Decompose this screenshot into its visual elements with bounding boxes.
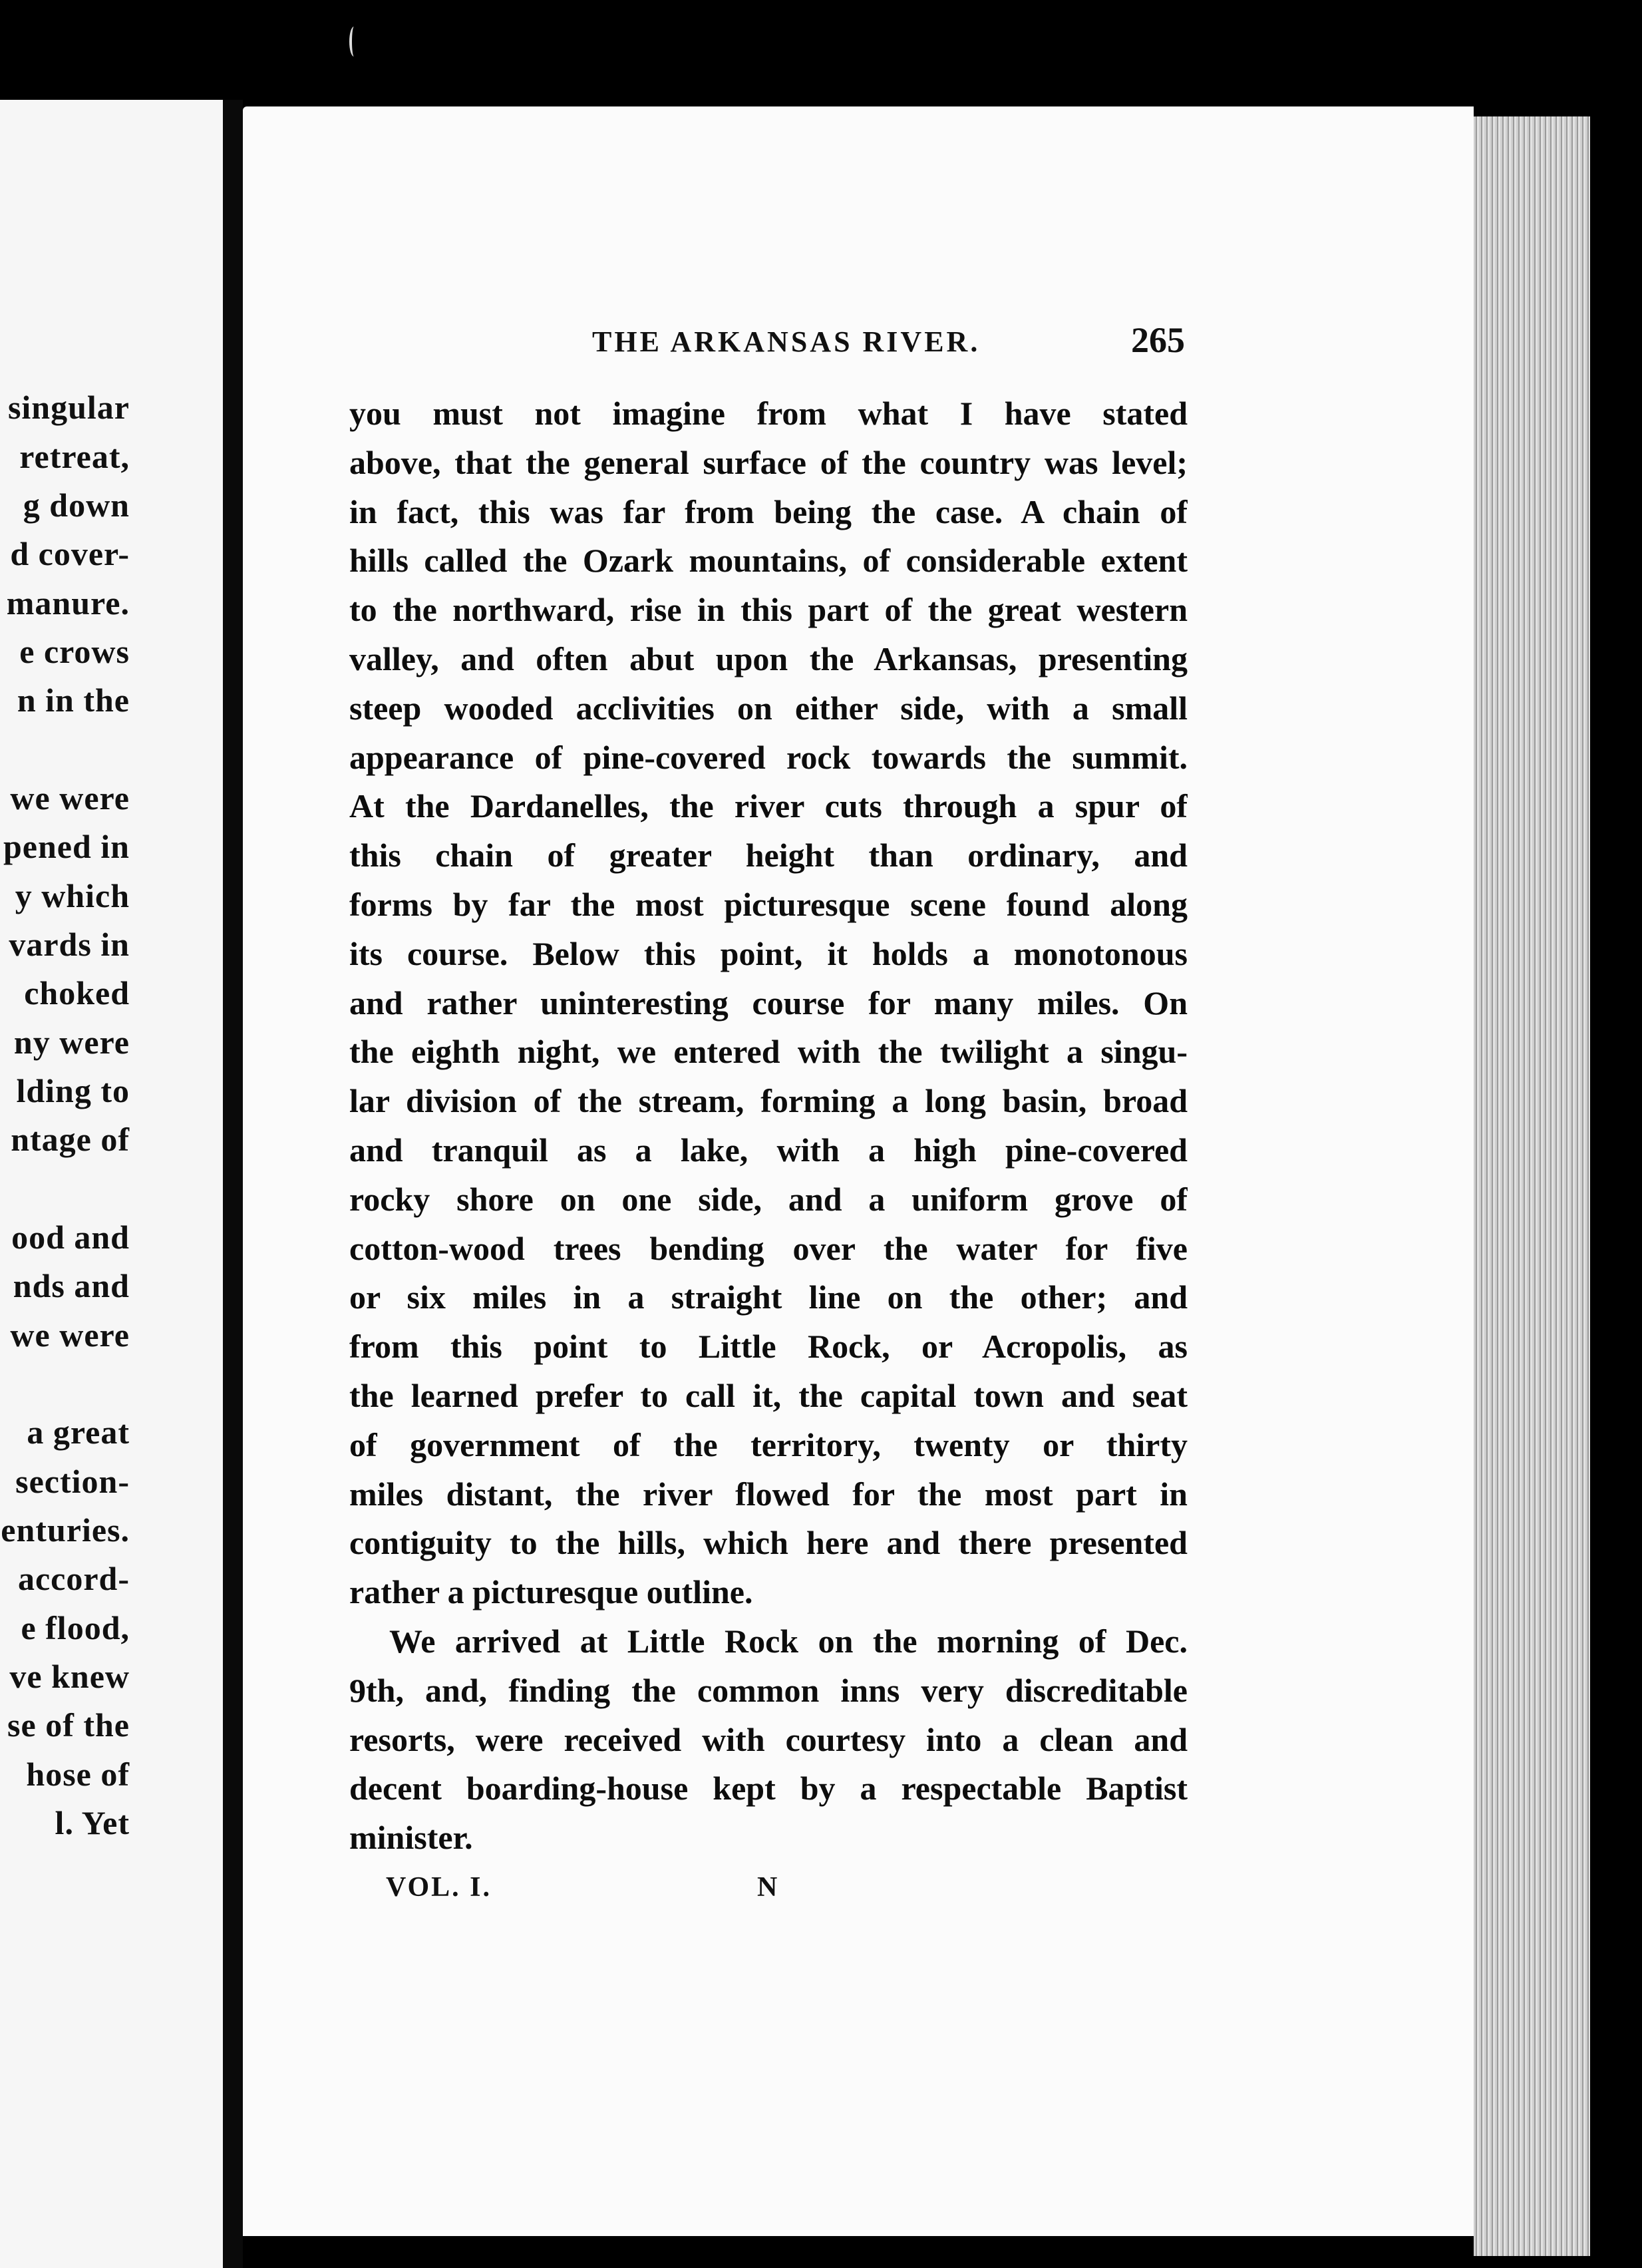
text-line: and tranquil as a lake, with a high pine-covered — [349, 1131, 1188, 1169]
text-line: rather a picturesque outline. — [349, 1573, 753, 1611]
text-line: to the northward, rise in this part of the great western — [349, 591, 1188, 629]
scan-artifact — [349, 27, 359, 57]
left-page-line: lding to — [16, 1072, 130, 1109]
text-line: minister. — [349, 1819, 473, 1857]
text-line: We arrived at Little Rock on the morning of Dec. — [389, 1622, 1188, 1660]
text-line: the learned prefer to call it, the capital town and seat — [349, 1376, 1188, 1414]
text-line: or six miles in a straight line on the other; and — [349, 1278, 1188, 1316]
left-page-line: ny were — [13, 1024, 130, 1061]
text-line: from this point to Little Rock, or Acropolis, as — [349, 1328, 1188, 1366]
left-page-line: pened in — [3, 828, 130, 865]
text-line: miles distant, the river flowed for the most part in — [349, 1475, 1188, 1513]
left-page-line: ood and — [11, 1219, 130, 1256]
text-line: 9th, and, finding the common inns very discreditable — [349, 1671, 1188, 1709]
book-gutter — [223, 100, 243, 2268]
text-line: hills called the Ozark mountains, of considerable extent — [349, 542, 1188, 580]
left-page-line: d cover- — [10, 535, 130, 572]
left-page-line: we were — [10, 1316, 130, 1354]
left-page-line: l. Yet — [55, 1804, 130, 1841]
left-page-line: singular — [7, 389, 130, 426]
left-page-line: y which — [15, 877, 130, 914]
left-facing-page — [0, 100, 223, 2268]
left-page-line: vards in — [9, 926, 130, 963]
left-page-line: accord- — [17, 1560, 130, 1597]
left-page-line: g down — [23, 486, 130, 524]
text-line: rocky shore on one side, and a uniform grove of — [349, 1180, 1188, 1218]
page-number: 265 — [1131, 320, 1185, 360]
left-page-line: section- — [15, 1463, 130, 1500]
text-line: contiguity to the hills, which here and there presented — [349, 1524, 1188, 1562]
text-line: At the Dardanelles, the river cuts through a spur of — [349, 787, 1188, 825]
text-line: the eighth night, we entered with the twilight a singu- — [349, 1033, 1188, 1071]
body-text — [349, 389, 1188, 1863]
text-line: steep wooded acclivities on either side, with a small — [349, 689, 1188, 727]
text-line: lar division of the stream, forming a long basin, broad — [349, 1082, 1188, 1120]
left-page-line: n in the — [17, 681, 130, 719]
text-line: this chain of greater height than ordinary, and — [349, 837, 1188, 874]
left-page-line: e crows — [19, 633, 130, 670]
left-page-line: manure. — [6, 584, 130, 622]
left-page-line: e flood, — [21, 1609, 130, 1646]
text-line: valley, and often abut upon the Arkansas, presenting — [349, 640, 1188, 677]
left-page-line: choked — [24, 974, 130, 1012]
left-page-line: ve knew — [9, 1658, 130, 1695]
left-page-line: se of the — [7, 1706, 130, 1744]
text-line: in fact, this was far from being the case. A chain of — [349, 492, 1188, 530]
left-page-line: ntage of — [11, 1121, 130, 1158]
running-head: THE ARKANSAS RIVER. — [592, 325, 981, 358]
text-line: you must not imagine from what I have stated — [349, 395, 1188, 432]
text-line: cotton-wood trees bending over the water for five — [349, 1229, 1188, 1267]
text-line: resorts, were received with courtesy into a clean and — [349, 1720, 1188, 1758]
page-edges — [1474, 116, 1590, 2256]
left-page-line: a great — [27, 1414, 130, 1451]
text-line: appearance of pine-covered rock towards the summit. — [349, 738, 1188, 776]
left-page-line: retreat, — [19, 438, 130, 475]
text-line: and rather uninteresting course for many miles. On — [349, 984, 1188, 1022]
signature-volume: VOL. I. — [386, 1872, 492, 1903]
left-page-line: enturies. — [1, 1511, 130, 1549]
text-line: of government of the territory, twenty or thirty — [349, 1425, 1188, 1463]
signature-mark: N — [757, 1872, 778, 1903]
text-line: above, that the general surface of the country was level; — [349, 443, 1188, 481]
left-page-line: we were — [10, 779, 130, 817]
text-line: its course. Below this point, it holds a monotonous — [349, 934, 1188, 972]
left-page-line: nds and — [13, 1267, 130, 1304]
text-line: decent boarding-house kept by a respectable Baptist — [349, 1770, 1188, 1807]
text-line: forms by far the most picturesque scene found along — [349, 885, 1188, 923]
left-page-line: hose of — [26, 1756, 130, 1793]
